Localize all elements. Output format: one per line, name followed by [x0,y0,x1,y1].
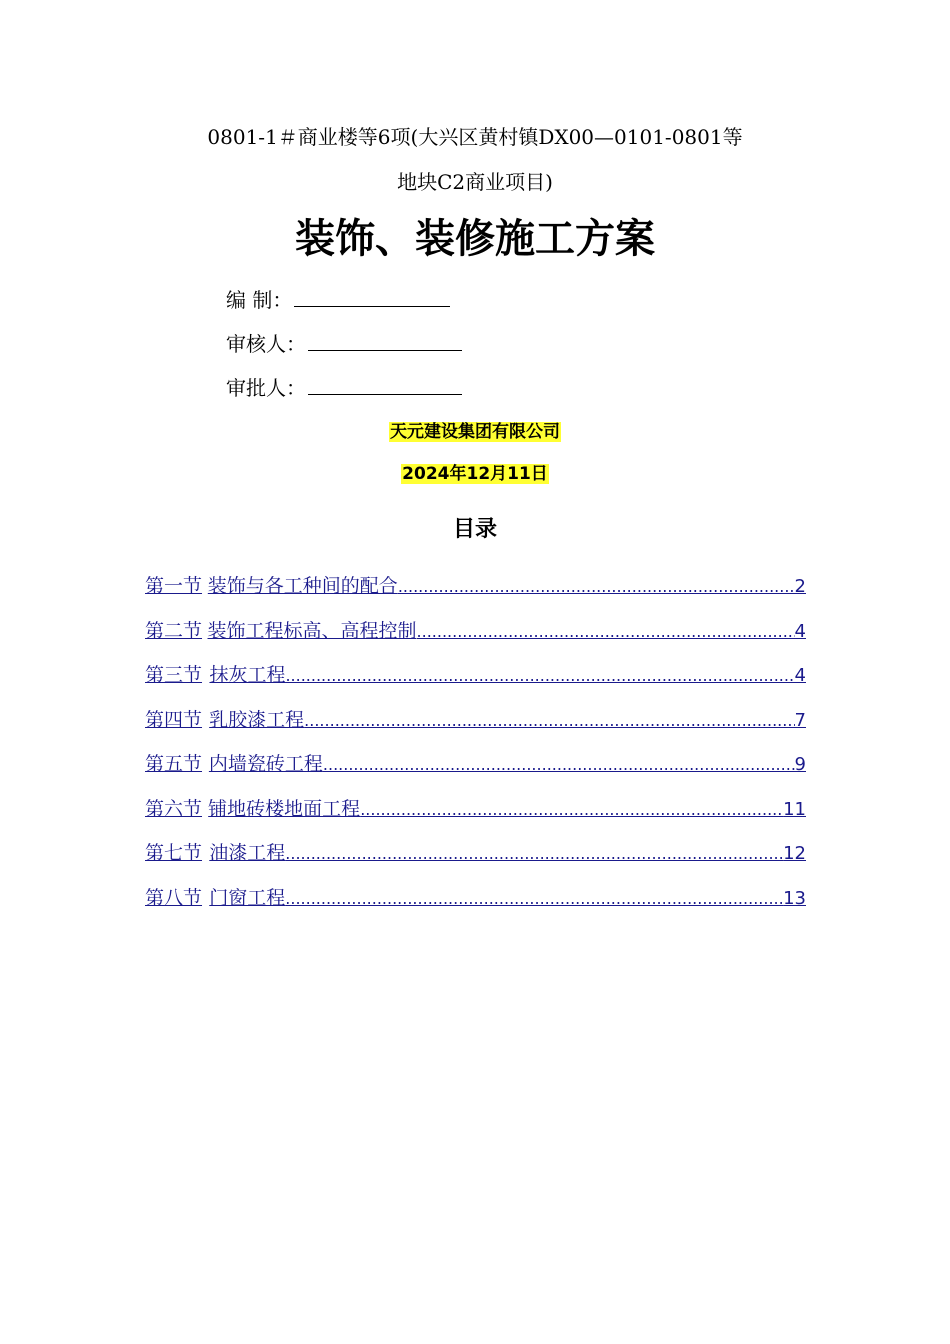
toc-entry-title: 铺地砖楼地面工程 [208,797,361,820]
toc-leader-dots [285,840,783,868]
toc-leader-dots [285,885,783,913]
toc-page-number: 12 [783,843,806,864]
toc-title: 目录 [452,517,497,542]
toc-section: 第三节 [145,664,203,686]
signature-label: 编 制： [226,288,293,312]
toc-entry[interactable] [145,661,806,706]
document-date [0,462,950,486]
toc-entry[interactable] [145,706,806,751]
toc-entry[interactable] [145,617,806,662]
toc-entry[interactable] [145,572,806,617]
signature-label: 审核人： [226,332,306,356]
toc-entry-title: 油漆工程 [209,842,286,864]
toc-section: 第五节 [145,753,203,775]
toc-entry-title: 装饰工程标高、高程控制 [207,619,417,642]
toc-section: 第四节 [145,708,203,731]
toc-entry-title: 门窗工程 [209,886,286,909]
signature-row-reviewer [226,328,462,358]
company-name-text: 天元建设集团有限公司 [390,422,560,442]
toc-entry-title: 抹灰工程 [209,664,286,686]
toc-entry[interactable] [145,795,806,840]
toc-leader-dots [360,796,783,824]
signature-blank [308,372,462,395]
document-title: 装饰、装修施工方案 [295,216,655,262]
toc-page-number: 9 [794,754,806,775]
toc-entry-title: 乳胶漆工程 [209,708,305,731]
toc-section: 第七节 [145,842,203,864]
signature-blank [294,284,450,307]
toc-page-number: 13 [783,887,806,909]
project-subtitle-line2: 地块C2商业项目) [397,170,553,194]
signature-row-approver [226,372,462,402]
document-date-text: 2024年12月11日 [402,464,548,484]
signature-label: 审批人： [226,376,306,400]
signature-blank [308,328,462,351]
toc-leader-dots [417,618,795,646]
toc-page-number: 4 [794,665,806,686]
project-subtitle-line1: 0801-1＃商业楼等6项(大兴区黄村镇DX00—0101-0801等 [207,125,743,149]
toc-page-number: 4 [794,620,806,642]
toc-entry[interactable] [145,884,806,929]
toc-leader-dots [398,573,795,601]
toc-section: 第二节 [145,619,203,642]
toc-leader-dots [285,662,794,690]
toc-entry-title: 装饰与各工种间的配合 [207,575,398,597]
table-of-contents [145,572,806,928]
toc-leader-dots [323,751,795,779]
company-name [0,420,950,444]
toc-leader-dots [304,707,794,735]
toc-section: 第一节 [145,575,203,597]
toc-page-number: 2 [794,576,806,597]
toc-section: 第八节 [145,886,203,909]
signature-row-compiler [226,284,450,314]
toc-entry[interactable] [145,839,806,884]
toc-section: 第六节 [145,797,203,820]
toc-entry-title: 内墙瓷砖工程 [208,753,323,775]
toc-page-number: 7 [794,709,806,731]
toc-entry[interactable] [145,750,806,795]
toc-page-number: 11 [783,798,806,820]
